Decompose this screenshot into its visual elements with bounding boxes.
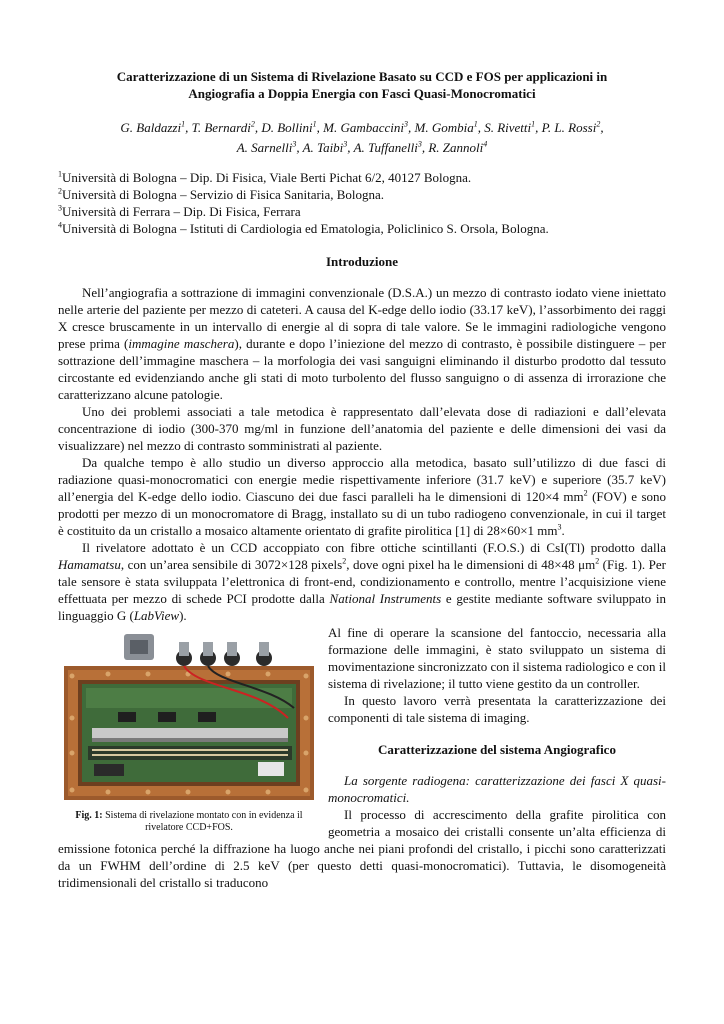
paragraph bbox=[58, 454, 666, 539]
author-affil-mark: 1 bbox=[312, 119, 317, 129]
subsection-heading: La sorgente radiogena: caratterizzazione dei fasci X quasi-monocromatici. bbox=[328, 773, 666, 805]
author-name: P. L. Rossi bbox=[541, 120, 597, 135]
superscript: 3 bbox=[557, 522, 562, 532]
paragraph bbox=[58, 539, 666, 624]
superscript: 2 bbox=[583, 488, 588, 498]
paragraph: Uno dei problemi associati a tale metodica è rappresentato dall’elevata dose di radiazioni e dall’elevata concentrazione di iodio (300-370 mg/ml in funzione dell’anatomia del paziente e delle dimensioni dei vasi da visualizzare) nel mezzo di contrasto somministrati al paziente. bbox=[58, 404, 666, 453]
title-line-2: Angiografia a Doppia Energia con Fasci Quasi-Monocromatici bbox=[188, 86, 536, 101]
author-affil-mark: 3 bbox=[343, 139, 348, 149]
paragraph: Al fine di operare la scansione del fantoccio, necessaria alla formazione delle immagini, è stato sviluppato un sistema di movimentazione sincronizzato con il sistema radiologico e con il sistema di rivelazione; il tutto viene gestito da un controller. bbox=[328, 625, 666, 691]
figure-label: Fig. 1: bbox=[75, 810, 103, 821]
paragraph: Il processo di accrescimento della grafite pirolitica con geometria a mosaico dei cristalli consente un’alta efficienza di emissione fotonica perché la diffrazione ha luogo anche nei piani profondi del cristallo, i picchi sono caratterizzati da un FWHM dell’ordine di 2.5 keV (per questo detti quasi-monocromatici). Tuttavia, le disomogeneità tridimensionali del cristallo si traducono bbox=[58, 807, 666, 890]
affiliation-mark: 3 bbox=[58, 203, 62, 213]
author-affil-mark: 2 bbox=[250, 119, 255, 129]
author-name: R. Zannoli bbox=[428, 140, 484, 155]
author-affil-mark: 1 bbox=[531, 119, 536, 129]
text-run: ), durante e dopo l’iniezione del mezzo di contrasto, è possibile distinguere – per sottrazione dell’immagine maschera – la morfologia dei vasi sanguigni eliminando il disturbo prodotto dal tessuto circostante ed evidenziando anche gli stati di moto turbolento del flusso sanguigno o di assenza di irrorazione che caratterizzano alcune patologie. bbox=[58, 336, 666, 402]
author-affil-mark: 2 bbox=[596, 119, 601, 129]
text-run: Il rivelatore adottato è un CCD accoppiato con fibre ottiche scintillanti (F.O.S.) di CsI(Tl) prodotto dalla bbox=[82, 540, 666, 555]
title-line-1: Caratterizzazione di un Sistema di Rivelazione Basato su CCD e FOS per applicazioni in bbox=[116, 69, 608, 84]
text-run: . bbox=[561, 523, 565, 538]
author-name: S. Rivetti bbox=[484, 120, 532, 135]
author-list bbox=[58, 118, 666, 158]
text-run: e gestite mediante software sviluppato in linguaggio G ( bbox=[58, 591, 666, 623]
author-affil-mark: 3 bbox=[403, 119, 408, 129]
author-name: M. Gambaccini bbox=[323, 120, 404, 135]
affiliation-item bbox=[58, 186, 666, 203]
figure-caption bbox=[58, 810, 320, 834]
emphasis: LabView bbox=[133, 608, 180, 623]
affiliation-text: Università di Bologna – Servizio di Fisica Sanitaria, Bologna. bbox=[62, 187, 385, 202]
author-affil-mark: 4 bbox=[483, 139, 488, 149]
section-heading-2: Caratterizzazione del sistema Angiografico bbox=[378, 742, 616, 757]
paper-title bbox=[58, 68, 666, 102]
emphasis: National Instruments bbox=[329, 591, 442, 606]
author-name: A. Taibi bbox=[302, 140, 344, 155]
author-name: A. Sarnelli bbox=[236, 140, 293, 155]
author-affil-mark: 1 bbox=[473, 119, 478, 129]
text-run: (FOV) e sono prodotti per mezzo di un monocromatore di Bragg, installato su di un tubo radiogeno convenzionale, in cui il target è costituito da un cristallo a mosaico altamente orientato di grafite pirolitica [1] di 28×60×1 mm bbox=[58, 489, 667, 538]
paragraph: In questo lavoro verrà presentata la caratterizzazione dei componenti di tale sistema di imaging. bbox=[328, 693, 666, 725]
author-name: G. Baldazzi bbox=[120, 120, 182, 135]
affiliation-text: Università di Ferrara – Dip. Di Fisica, Ferrara bbox=[62, 204, 301, 219]
author-affil-mark: 3 bbox=[292, 139, 297, 149]
text-run: Da qualche tempo è allo studio un diverso approccio alla metodica, basato sull’utilizzo di due fasci di radiazione quasi-monocromatici con energie medie rispettivamente inferiore (31.7 keV) e superiore (35.7 keV) all’energia del K-edge dello iodio. Ciascuno dei due fasci paralleli ha le dimensioni di 120×4 mm bbox=[58, 455, 666, 504]
detector-photo bbox=[58, 628, 320, 804]
text-run: , con un’area sensibile di 3072×128 pixels bbox=[120, 557, 343, 572]
affiliation-item bbox=[58, 203, 666, 220]
text-run: , dove ogni pixel ha le dimensioni di 48×48 μm bbox=[346, 557, 596, 572]
emphasis: immagine maschera bbox=[128, 336, 235, 351]
affiliation-mark: 1 bbox=[58, 169, 62, 179]
author-affil-mark: 1 bbox=[181, 119, 186, 129]
text-run: Nell’angiografia a sottrazione di immagini convenzionale (D.S.A.) un mezzo di contrasto iodato viene iniettato nelle arterie del paziente per mezzo di cateteri. A causa del K-edge dello iodio (33.17 keV), l’assorbimento dei raggi X cresce bruscamente in un intervallo di energie al di sopra di tale valore. Se le immagini radiologiche vengono prese prima ( bbox=[58, 285, 666, 351]
author-name: M. Gombia bbox=[414, 120, 474, 135]
affiliation-item bbox=[58, 220, 666, 237]
author-affil-mark: 3 bbox=[417, 139, 422, 149]
emphasis: Hamamatsu bbox=[58, 557, 121, 572]
affiliation-mark: 2 bbox=[58, 186, 62, 196]
figure-1 bbox=[58, 628, 320, 834]
paper-page bbox=[58, 68, 666, 891]
text-run: (Fig. 1). Per tale sensore è stata sviluppata l’elettronica di front-end, condizionamento e controllo, mentre l’acquisizione viene effettuata per mezzo di schede PCI prodotte dalla bbox=[58, 557, 666, 606]
author-name: D. Bollini bbox=[261, 120, 313, 135]
superscript: 2 bbox=[342, 556, 347, 566]
author-line-1: G. Baldazzi$^1$, T. Bernardi$^2$, D. Bollini$^1$, M. Gambaccini$^3$, M. Gombia$^1$, S. Rivetti$^1$, P. L. Rossi$^2$, bbox=[120, 119, 604, 135]
author-line-2: A. Sarnelli$^3$, A. Taibi$^3$, A. Tuffanelli$^3$, R. Zannoli$^4$ bbox=[236, 139, 488, 155]
text-run: ). bbox=[179, 608, 187, 623]
section-heading-intro: Introduzione bbox=[326, 254, 398, 269]
affiliation-item bbox=[58, 169, 666, 186]
affiliation-list bbox=[58, 169, 666, 237]
author-name: T. Bernardi bbox=[191, 120, 251, 135]
affiliation-text: Università di Bologna – Dip. Di Fisica, Viale Berti Pichat 6/2, 40127 Bologna. bbox=[62, 170, 472, 185]
author-name: A. Tuffanelli bbox=[353, 140, 418, 155]
figure-caption-text: Sistema di rivelazione montato con in evidenza il rivelatore CCD+FOS. bbox=[102, 810, 303, 833]
affiliation-mark: 4 bbox=[58, 220, 62, 230]
superscript: 2 bbox=[595, 556, 600, 566]
paragraph bbox=[58, 284, 666, 403]
intro-body bbox=[58, 284, 666, 891]
affiliation-text: Università di Bologna – Istituti di Cardiologia ed Ematologia, Policlinico S. Orsola, Bologna. bbox=[62, 221, 549, 236]
